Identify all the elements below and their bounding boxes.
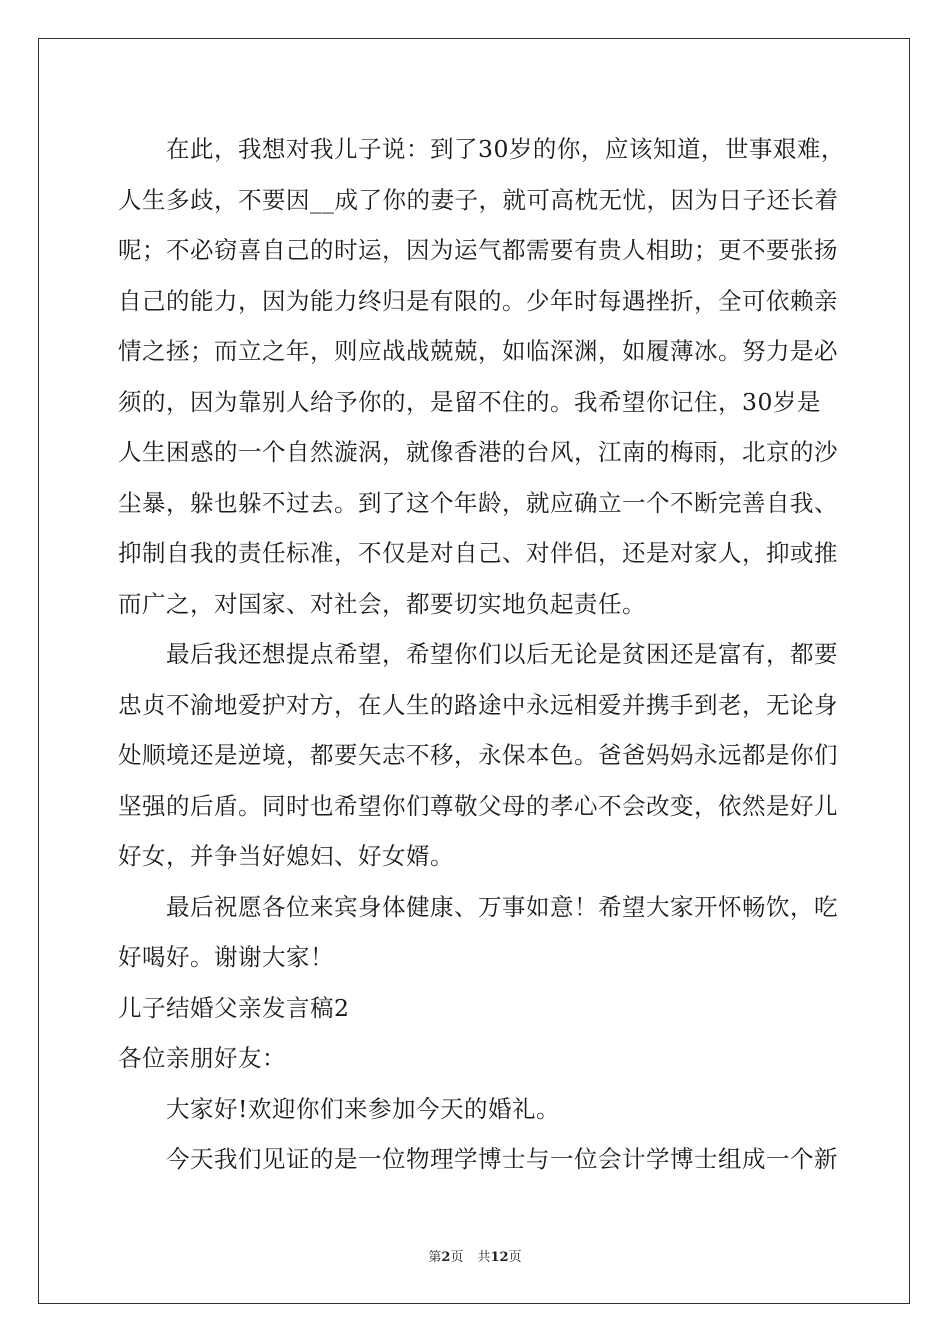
page-footer (0, 1246, 950, 1265)
total-suffix: 页 (508, 1250, 522, 1265)
text-line: 情之拯；而立之年，则应战战兢兢，如临深渊，如履薄冰。努力是必 (118, 337, 838, 365)
text-line: 自己的能力，因为能力终归是有限的。少年时每遇挫折，全可依赖亲 (118, 286, 838, 315)
page-total: 12 (490, 1250, 509, 1265)
paragraph-continued (118, 1134, 838, 1185)
total-prefix: 共 (477, 1250, 491, 1265)
salutation (118, 1033, 833, 1084)
text-line: 儿子结婚父亲发言稿2 (118, 993, 350, 1022)
page-prefix: 第 (428, 1250, 442, 1265)
text-line: 好女，并争当好媳妇、好女婿。 (118, 842, 454, 870)
paragraph-2 (118, 629, 838, 882)
text-line: 人生多歧，不要因__成了你的妻子，就可高枕无忧，因为日子还长着 (118, 185, 839, 214)
document-body (118, 124, 845, 1185)
text-line: 在此，我想对我儿子说：到了30岁的你，应该知道，世事艰难， (166, 135, 845, 163)
paragraph-greeting (118, 1084, 833, 1135)
text-line: 坚强的后盾。同时也希望你们尊敬父母的孝心不会改变，依然是好儿 (118, 791, 838, 820)
paragraph-1 (118, 124, 845, 629)
text-line: 而广之，对国家、对社会，都要切实地负起责任。 (118, 589, 646, 618)
text-line: 须的，因为靠别人给予你的，是留不住的。我希望你记住，30岁是 (118, 387, 821, 416)
text-line: 好喝好。谢谢大家！ (118, 943, 334, 971)
text-line: 处顺境还是逆境，都要矢志不移，永保本色。爸爸妈妈永远都是你们 (118, 741, 838, 769)
section-title (118, 983, 833, 1034)
page-suffix: 页 (450, 1250, 464, 1265)
text-line: 人生困惑的一个自然漩涡，就像香港的台风，江南的梅雨，北京的沙 (118, 438, 838, 466)
text-line: 呢；不必窃喜自己的时运，因为运气都需要有贵人相助；更不要张扬 (118, 236, 838, 264)
text-line: 抑制自我的责任标准，不仅是对自己、对伴侣，还是对家人，抑或推 (118, 539, 838, 567)
page-current: 2 (441, 1250, 451, 1265)
text-line: 大家好!欢迎你们来参加今天的婚礼。 (166, 1094, 560, 1123)
paragraph-3 (118, 882, 838, 983)
text-line: 最后祝愿各位来宾身体健康、万事如意！希望大家开怀畅饮，吃 (166, 892, 838, 921)
text-line: 今天我们见证的是一位物理学博士与一位会计学博士组成一个新 (166, 1145, 838, 1173)
text-line: 尘暴，躲也躲不过去。到了这个年龄，就应确立一个不断完善自我、 (118, 488, 838, 517)
text-line: 最后我还想提点希望，希望你们以后无论是贫困还是富有，都要 (166, 640, 838, 668)
text-line: 忠贞不渝地爱护对方，在人生的路途中永远相爱并携手到老，无论身 (118, 690, 838, 719)
text-line: 各位亲朋好友： (118, 1044, 286, 1072)
